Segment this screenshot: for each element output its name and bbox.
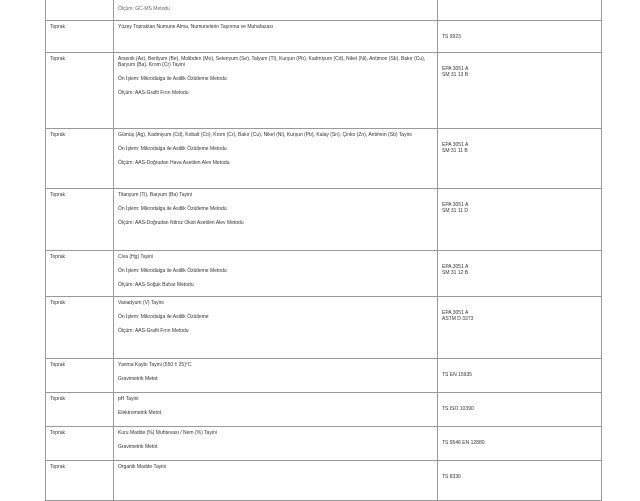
- matrix-cell: Toprak: [46, 461, 114, 501]
- reference-group: [442, 202, 597, 214]
- reference-standard: EPA 3051 A: [442, 264, 469, 270]
- reference-cell: [438, 393, 602, 427]
- method-line: Titanyum (Ti), Baryum (Ba) Tayini: [118, 192, 192, 198]
- matrix-cell: Toprak: [46, 251, 114, 297]
- method-line: Ölçüm: AAS-Doğrudan Nitroz Oksit Asetilen Alev Metodu: [118, 220, 244, 226]
- method-line: Yanma Kaybı Tayini (550 ± 25)°C: [118, 362, 192, 368]
- matrix-cell: [46, 0, 114, 21]
- reference-standard: TS 9546 EN 12880: [442, 440, 485, 446]
- table-row: [46, 427, 602, 461]
- method-cell: [114, 393, 438, 427]
- reference-standard: SM 31 12 B: [442, 270, 469, 276]
- reference-group: [442, 372, 597, 378]
- method-line: Vanadyum (V) Tayini: [118, 300, 164, 306]
- method-cell: [114, 359, 438, 393]
- method-line: Ölçüm: GC-MS Metodu: [118, 6, 170, 12]
- reference-cell: [438, 297, 602, 359]
- reference-standard: TS 9923: [442, 34, 461, 40]
- reference-standard: TS 8336: [442, 474, 461, 480]
- table-body: [46, 0, 602, 501]
- method-line: Yüzey Topraktan Numune Alma, Numunelerin Taşınma ve Muhafazası: [118, 24, 274, 30]
- method-cell: [114, 21, 438, 53]
- reference-standard: SM 31 13 B: [442, 72, 469, 78]
- table-row: [46, 53, 602, 129]
- matrix-cell: Toprak: [46, 297, 114, 359]
- method-line: Ön İşlem: Mikrodalga ile Asitlik Özütleme Metodu: [118, 206, 227, 212]
- reference-group: [442, 440, 597, 446]
- matrix-cell: Toprak: [46, 359, 114, 393]
- method-line: Gravimetrik Metot: [118, 444, 158, 450]
- method-cell: [114, 427, 438, 461]
- reference-standard: EPA 3051 A: [442, 66, 469, 72]
- matrix-cell: Toprak: [46, 427, 114, 461]
- matrix-cell: Toprak: [46, 21, 114, 53]
- method-line: Ölçüm: AAS-Doğrudan Hava Asetilen Alev Metodu: [118, 160, 230, 166]
- method-line: Elektrometrik Metot: [118, 410, 162, 416]
- method-line: Organik Madde Tayini: [118, 464, 167, 470]
- method-cell: [114, 461, 438, 501]
- reference-cell: [438, 53, 602, 129]
- reference-standard: SM 31 11 D: [442, 208, 469, 214]
- reference-standard: TS ISO 10390: [442, 406, 474, 412]
- reference-standard: SM 31 11 B: [442, 148, 468, 154]
- reference-cell: [438, 189, 602, 251]
- reference-cell: [438, 0, 602, 21]
- reference-standard: EPA 3051 A: [442, 310, 469, 316]
- method-line: Ön İşlem: Mikrodalga ile Asitlik Özütleme Metodu: [118, 146, 227, 152]
- method-line: Arsenik (As), Berilyum (Be), Molibden (Mo), Selenyum (Se), Talyum (Tl), Kurşun (Pb), Kadmiyum (Cd), Nikel (Ni), Antimon (Sb), Bakır (Cu), Baryum (Ba), Krom (Cr) Tayini: [118, 56, 426, 68]
- method-line: pH Tayini: [118, 396, 139, 402]
- reference-standard: TS EN 15935: [442, 372, 473, 378]
- method-line: Gravimetrik Metot: [118, 376, 158, 382]
- reference-group: [442, 34, 597, 40]
- table-row: [46, 21, 602, 53]
- matrix-cell: Toprak: [46, 393, 114, 427]
- method-line: Civa (Hg) Tayini: [118, 254, 154, 260]
- reference-group: [442, 406, 597, 412]
- method-cell: [114, 251, 438, 297]
- reference-standard: ASTM D 3373: [442, 316, 474, 322]
- table-row: [46, 189, 602, 251]
- table-row: [46, 0, 602, 21]
- reference-group: [442, 66, 597, 78]
- matrix-cell: Toprak: [46, 189, 114, 251]
- method-cell: [114, 297, 438, 359]
- method-cell: [114, 53, 438, 129]
- method-line: Ölçüm: AAS-Soğuk Buhar Metodu: [118, 282, 194, 288]
- reference-cell: [438, 251, 602, 297]
- table-row: [46, 393, 602, 427]
- method-line: Ölçüm: AAS-Grafit Fırın Metodu: [118, 328, 189, 334]
- table-row: [46, 251, 602, 297]
- reference-cell: [438, 461, 602, 501]
- method-cell: [114, 129, 438, 189]
- reference-cell: [438, 359, 602, 393]
- reference-group: [442, 310, 597, 322]
- matrix-cell: Toprak: [46, 129, 114, 189]
- reference-cell: [438, 427, 602, 461]
- table-row: [46, 129, 602, 189]
- matrix-cell: Toprak: [46, 53, 114, 129]
- reference-group: [442, 142, 597, 154]
- reference-cell: [438, 21, 602, 53]
- accreditation-table: [45, 0, 602, 501]
- reference-group: [442, 474, 597, 480]
- reference-cell: [438, 129, 602, 189]
- method-line: Ölçüm: AAS-Grafit Fırın Metodu: [118, 90, 189, 96]
- table-row: [46, 461, 602, 501]
- method-line: Ön İşlem: Mikrodalga ile Asitlik Özütleme Metodu: [118, 76, 227, 82]
- reference-standard: EPA 3051 A: [442, 142, 469, 148]
- table-row: [46, 359, 602, 393]
- method-line: Ön İşlem: Mikrodalga ile Asitlik Özütleme: [118, 314, 209, 320]
- reference-group: [442, 264, 597, 276]
- table-row: [46, 297, 602, 359]
- method-line: Ön İşlem: Mikrodalga ile Asitlik Özütleme Metodu: [118, 268, 227, 274]
- method-line: Gümüş (Ag), Kadmiyum (Cd), Kobalt (Co), Krom (Cr), Bakır (Cu), Nikel (Ni), Kurşun (Pb), Kalay (Sn), Çinko (Zn), Antimon (Sb) Tayini: [118, 132, 412, 138]
- method-line: Kuru Madde (%) Muhtevası / Nem (%) Tayini: [118, 430, 217, 436]
- method-cell: [114, 0, 438, 21]
- reference-standard: EPA 3051 A: [442, 202, 469, 208]
- method-cell: [114, 189, 438, 251]
